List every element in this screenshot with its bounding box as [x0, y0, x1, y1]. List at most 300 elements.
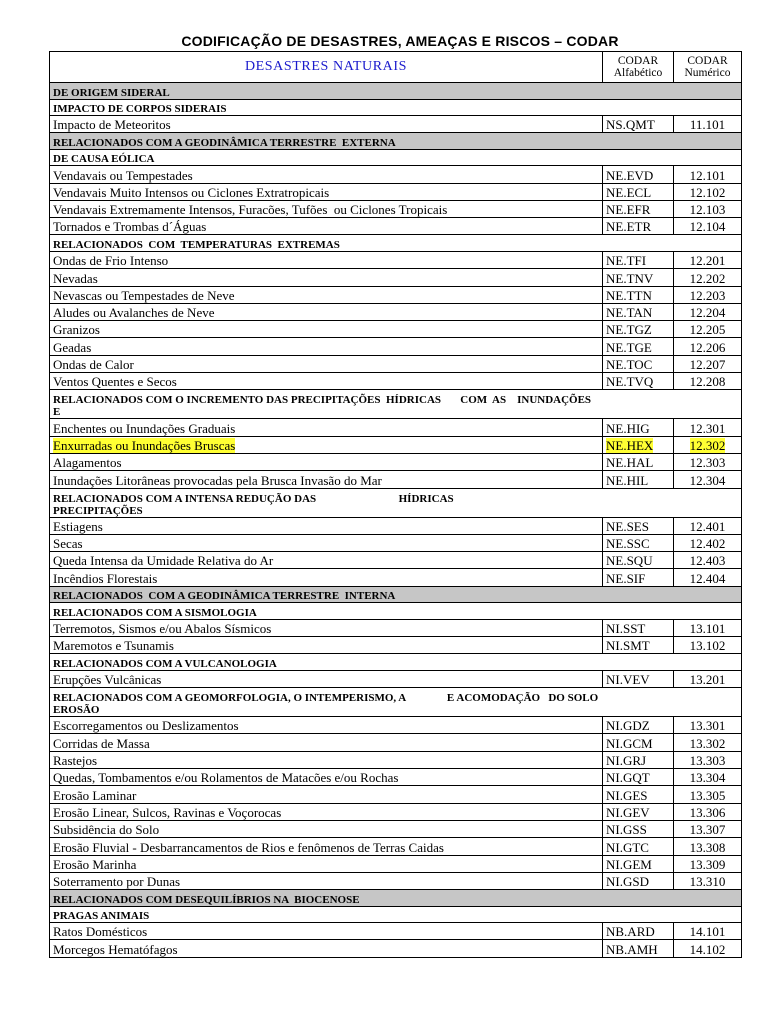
table-row	[50, 619, 742, 636]
disaster-name	[50, 786, 603, 803]
disaster-name-text: Tornados e Trombas d´Águas	[53, 219, 207, 235]
disaster-name	[50, 534, 603, 551]
codar-num-code	[674, 251, 742, 268]
disaster-name	[50, 303, 603, 320]
codar-num-code-text: 12.302	[689, 437, 726, 453]
codar-alpha-code-text: NI.GSS	[606, 822, 647, 838]
codar-alpha-code	[603, 303, 674, 320]
table-row	[50, 786, 742, 803]
disaster-name	[50, 838, 603, 855]
codar-num-code-text: 12.401	[689, 518, 726, 534]
table-row	[50, 269, 742, 286]
codar-alpha-code-text: NE.TTN	[606, 287, 652, 303]
category-line: RELACIONADOS COM A VULCANOLOGIA	[53, 657, 277, 670]
codar-num-code-text: 13.101	[689, 621, 726, 637]
disaster-name-text: Ondas de Frio Intenso	[53, 253, 169, 269]
disaster-name-text: Maremotos e Tsunamis	[53, 638, 174, 654]
codar-num-code	[674, 166, 742, 183]
codar-alpha-code-text: NB.ARD	[606, 924, 655, 940]
table-row	[50, 534, 742, 551]
disaster-name	[50, 552, 603, 569]
category-label	[50, 906, 742, 923]
table-row	[50, 637, 742, 654]
table-row	[50, 734, 742, 751]
disaster-name	[50, 436, 603, 453]
codar-num-code-text: 12.205	[689, 322, 726, 338]
codar-alpha-code	[603, 769, 674, 786]
codar-num-code	[674, 355, 742, 372]
codar-alpha-code-text: NS.QMT	[606, 117, 655, 133]
codar-num-code-text: 13.310	[689, 874, 726, 890]
codar-alpha-header	[603, 52, 674, 83]
category-label	[50, 149, 742, 166]
disaster-name	[50, 717, 603, 734]
codar-num-code	[674, 619, 742, 636]
table-row	[50, 303, 742, 320]
category-row	[50, 133, 742, 150]
codar-num-code-text: 12.208	[689, 374, 726, 390]
codar-num-code-text: 13.306	[689, 804, 726, 820]
table-row	[50, 751, 742, 768]
disaster-name	[50, 734, 603, 751]
disaster-name-text: Subsidência do Solo	[53, 822, 160, 838]
codar-alpha-code	[603, 183, 674, 200]
codar-alpha-code	[603, 251, 674, 268]
table-row	[50, 200, 742, 217]
codar-alpha-code	[603, 436, 674, 453]
codar-num-code-text: 14.102	[689, 941, 726, 957]
table-row	[50, 517, 742, 534]
codar-alpha-code-text: NE.TFI	[606, 253, 647, 269]
disaster-name-text: Nevascas ou Tempestades de Neve	[53, 287, 235, 303]
table-row	[50, 218, 742, 235]
disaster-name-text: Soterramento por Dunas	[53, 874, 181, 890]
codar-alpha-code	[603, 269, 674, 286]
codar-alpha-code-text: NI.GES	[606, 787, 648, 803]
codar-alpha-code	[603, 734, 674, 751]
disaster-name-text: Incêndios Florestais	[53, 570, 158, 586]
category-row	[50, 688, 742, 717]
disaster-name	[50, 751, 603, 768]
codar-num-code	[674, 183, 742, 200]
codar-alpha-code	[603, 872, 674, 889]
category-line: RELACIONADOS COM DESEQUILÍBRIOS NA BIOCENOSE	[53, 893, 360, 906]
table-row	[50, 855, 742, 872]
codar-num-code-text: 13.303	[689, 753, 726, 769]
table-row	[50, 872, 742, 889]
codar-num-code	[674, 286, 742, 303]
codar-num-code	[674, 338, 742, 355]
codar-alpha-code-text: NE.SSC	[606, 536, 650, 552]
disaster-name-text: Morcegos Hematófagos	[53, 941, 178, 957]
codar-alpha-code	[603, 517, 674, 534]
table-row	[50, 940, 742, 957]
disaster-name-text: Estiagens	[53, 518, 103, 534]
disaster-name-text: Ventos Quentes e Secos	[53, 374, 177, 390]
codar-num-code	[674, 734, 742, 751]
codar-num-code	[674, 569, 742, 586]
category-label	[50, 235, 742, 252]
codar-num-code	[674, 552, 742, 569]
codar-num-code-text: 12.203	[689, 287, 726, 303]
codar-alpha-code-text: NE.HIL	[606, 472, 649, 488]
disaster-name-text: Vendavais ou Tempestades	[53, 167, 193, 183]
codar-alpha-code	[603, 619, 674, 636]
disaster-name	[50, 286, 603, 303]
category-line: RELACIONADOS COM A INTENSA REDUÇÃO DAS HÍDRICAS	[53, 492, 454, 505]
disaster-name	[50, 183, 603, 200]
disaster-name	[50, 940, 603, 957]
codar-alpha-code-text: NE.SIF	[606, 570, 646, 586]
codar-num-code-text: 12.102	[689, 184, 726, 200]
table-row	[50, 183, 742, 200]
codar-num-code-text: 13.305	[689, 787, 726, 803]
codar-alpha-code	[603, 453, 674, 470]
codar-num-code-text: 12.403	[689, 553, 726, 569]
codar-num-code-text: 12.207	[689, 357, 726, 373]
codar-num-code	[674, 517, 742, 534]
header-line: Alfabético	[613, 67, 663, 79]
category-label	[50, 83, 742, 100]
category-label	[50, 133, 742, 150]
codar-num-code	[674, 855, 742, 872]
codar-alpha-code	[603, 803, 674, 820]
codar-alpha-code	[603, 286, 674, 303]
codar-num-code	[674, 436, 742, 453]
codar-num-code	[674, 116, 742, 133]
codar-alpha-code	[603, 786, 674, 803]
codar-alpha-code	[603, 338, 674, 355]
disaster-name	[50, 419, 603, 436]
table-row	[50, 820, 742, 837]
disaster-name-text: Inundações Litorâneas provocadas pela Brusca Invasão do Mar	[53, 472, 382, 488]
codar-num-code-text: 13.201	[689, 672, 726, 688]
category-row	[50, 586, 742, 603]
codar-alpha-code-text: NE.HEX	[606, 437, 654, 453]
codar-num-code	[674, 637, 742, 654]
disaster-name-text: Ondas de Calor	[53, 357, 134, 373]
disaster-name-text: Alagamentos	[53, 455, 122, 471]
codar-alpha-code-text: NE.TGZ	[606, 322, 652, 338]
codar-num-code	[674, 453, 742, 470]
codar-alpha-code-text: NE.SES	[606, 518, 649, 534]
codar-num-code	[674, 803, 742, 820]
category-line: RELACIONADOS COM TEMPERATURAS EXTREMAS	[53, 238, 340, 251]
category-label	[50, 586, 742, 603]
category-line: RELACIONADOS COM A SISMOLOGIA	[53, 606, 257, 619]
codar-alpha-code	[603, 670, 674, 687]
category-row	[50, 83, 742, 100]
codar-alpha-code-text: NE.HAL	[606, 455, 654, 471]
disaster-name	[50, 471, 603, 488]
header-line: CODAR	[687, 55, 728, 67]
codar-alpha-code-text: NE.TVQ	[606, 374, 654, 390]
disaster-name	[50, 200, 603, 217]
category-label	[50, 390, 742, 419]
codar-num-code	[674, 321, 742, 338]
disaster-name-text: Ratos Domésticos	[53, 924, 148, 940]
disaster-name	[50, 338, 603, 355]
codar-alpha-code-text: NI.GDZ	[606, 718, 650, 734]
codar-alpha-code-text: NI.GSD	[606, 874, 649, 890]
disaster-name-text: Rastejos	[53, 753, 98, 769]
disaster-name-text: Terremotos, Sismos e/ou Abalos Sísmicos	[53, 621, 272, 637]
codar-num-code	[674, 200, 742, 217]
table-row	[50, 251, 742, 268]
category-line: RELACIONADOS COM A GEODINÂMICA TERRESTRE INTERNA	[53, 590, 396, 603]
codar-alpha-code	[603, 717, 674, 734]
category-label	[50, 654, 742, 671]
codar-num-code-text: 13.304	[689, 770, 726, 786]
codar-num-code	[674, 751, 742, 768]
category-line: PRECIPITAÇÕES	[53, 504, 143, 517]
disaster-name	[50, 569, 603, 586]
codar-alpha-code	[603, 200, 674, 217]
disaster-name	[50, 517, 603, 534]
codar-alpha-code	[603, 373, 674, 390]
section-heading: DESASTRES NATURAIS	[50, 52, 603, 83]
codar-alpha-code-text: NE.EVD	[606, 167, 654, 183]
disaster-name	[50, 803, 603, 820]
codar-num-code-text: 12.404	[689, 570, 726, 586]
codar-alpha-code-text: NI.GTC	[606, 839, 649, 855]
codar-alpha-code	[603, 321, 674, 338]
codar-alpha-code-text: NE.ETR	[606, 219, 652, 235]
codar-alpha-code-text: NI.GCM	[606, 735, 653, 751]
codar-num-code-text: 12.304	[689, 472, 726, 488]
disaster-name-text: Enchentes ou Inundações Graduais	[53, 420, 236, 436]
codar-alpha-code	[603, 855, 674, 872]
disaster-name	[50, 619, 603, 636]
disaster-name-text: Queda Intensa da Umidade Relativa do Ar	[53, 553, 274, 569]
table-row	[50, 769, 742, 786]
codar-alpha-code	[603, 218, 674, 235]
category-row	[50, 488, 742, 517]
table-row	[50, 321, 742, 338]
codar-num-code-text: 12.402	[689, 536, 726, 552]
codar-num-code	[674, 940, 742, 957]
codar-num-code	[674, 872, 742, 889]
codar-alpha-code-text: NB.AMH	[606, 941, 658, 957]
disaster-name-text: Aludes ou Avalanches de Neve	[53, 305, 215, 321]
disaster-name-text: Erosão Laminar	[53, 787, 137, 803]
codar-num-code-text: 12.303	[689, 455, 726, 471]
table-row	[50, 670, 742, 687]
codar-num-code-text: 13.309	[689, 856, 726, 872]
header-line: CODAR	[617, 55, 659, 67]
disaster-name	[50, 166, 603, 183]
disaster-name	[50, 453, 603, 470]
category-row	[50, 906, 742, 923]
codar-table	[49, 51, 742, 958]
codar-num-code	[674, 923, 742, 940]
codar-num-code-text: 13.307	[689, 822, 726, 838]
codar-alpha-code-text: NE.EFR	[606, 202, 651, 218]
disaster-name	[50, 218, 603, 235]
category-line: RELACIONADOS COM A GEOMORFOLOGIA, O INTEMPERISMO, A E ACOMODAÇÃO DO SOLO	[53, 692, 599, 705]
category-line: E	[53, 406, 61, 419]
disaster-name-text: Vendavais Muito Intensos ou Ciclones Extratropicais	[53, 184, 330, 200]
codar-num-code-text: 13.301	[689, 718, 726, 734]
codar-num-code	[674, 670, 742, 687]
disaster-name	[50, 855, 603, 872]
codar-alpha-code-text: NE.SQU	[606, 553, 653, 569]
category-label	[50, 688, 742, 717]
codar-alpha-code	[603, 838, 674, 855]
category-row	[50, 603, 742, 620]
codar-alpha-code	[603, 534, 674, 551]
table-row	[50, 923, 742, 940]
table-header-row	[50, 52, 742, 83]
disaster-name	[50, 116, 603, 133]
category-line: EROSÃO	[53, 704, 100, 717]
table-row	[50, 436, 742, 453]
category-row	[50, 890, 742, 907]
codar-alpha-code	[603, 569, 674, 586]
codar-num-code-text: 12.206	[689, 339, 726, 355]
codar-num-code-text: 12.301	[689, 420, 726, 436]
codar-alpha-code-text: NI.SMT	[606, 638, 650, 654]
category-label	[50, 603, 742, 620]
disaster-name-text: Secas	[53, 536, 83, 552]
table-row	[50, 803, 742, 820]
category-row	[50, 654, 742, 671]
codar-num-code-text: 13.302	[689, 735, 726, 751]
codar-alpha-code	[603, 923, 674, 940]
disaster-name-text: Quedas, Tombamentos e/ou Rolamentos de Matacões e/ou Rochas	[53, 770, 399, 786]
disaster-name-text: Granizos	[53, 322, 100, 338]
table-row	[50, 116, 742, 133]
codar-num-code	[674, 820, 742, 837]
category-label	[50, 488, 742, 517]
category-line: DE ORIGEM SIDERAL	[53, 86, 170, 99]
table-row	[50, 338, 742, 355]
table-row	[50, 717, 742, 734]
disaster-name	[50, 269, 603, 286]
codar-num-code-text: 13.308	[689, 839, 726, 855]
codar-alpha-code-text: NE.TAN	[606, 305, 653, 321]
codar-num-code-text: 12.202	[689, 270, 726, 286]
table-body	[50, 83, 742, 958]
disaster-name-text: Corridas de Massa	[53, 735, 150, 751]
codar-num-code-text: 12.204	[689, 305, 726, 321]
codar-num-code	[674, 373, 742, 390]
table-row	[50, 419, 742, 436]
disaster-name	[50, 769, 603, 786]
codar-num-code	[674, 717, 742, 734]
category-label	[50, 99, 742, 116]
disaster-name-text: Erosão Linear, Sulcos, Ravinas e Voçorocas	[53, 804, 282, 820]
category-line: PRAGAS ANIMAIS	[53, 910, 150, 923]
codar-alpha-code-text: NE.ECL	[606, 184, 652, 200]
codar-num-header	[674, 52, 742, 83]
disaster-name	[50, 251, 603, 268]
codar-num-code	[674, 303, 742, 320]
codar-alpha-code	[603, 166, 674, 183]
disaster-name-text: Enxurradas ou Inundações Bruscas	[53, 437, 236, 453]
table-row	[50, 838, 742, 855]
codar-num-code-text: 13.102	[689, 638, 726, 654]
disaster-name	[50, 355, 603, 372]
disaster-name	[50, 820, 603, 837]
category-line: IMPACTO DE CORPOS SIDERAIS	[53, 103, 227, 115]
disaster-name-text: Erosão Fluvial - Desbarrancamentos de Rios e fenômenos de Terras Caidas	[53, 839, 444, 855]
codar-num-code	[674, 269, 742, 286]
codar-alpha-code-text: NE.TGE	[606, 339, 652, 355]
table-row	[50, 552, 742, 569]
codar-alpha-code-text: NE.HIG	[606, 420, 650, 436]
codar-alpha-code	[603, 637, 674, 654]
codar-alpha-code	[603, 820, 674, 837]
table-row	[50, 569, 742, 586]
disaster-name-text: Geadas	[53, 339, 92, 355]
codar-alpha-code	[603, 419, 674, 436]
codar-num-code	[674, 786, 742, 803]
disaster-name-text: Nevadas	[53, 270, 98, 286]
table-row	[50, 453, 742, 470]
codar-alpha-code	[603, 355, 674, 372]
codar-alpha-code-text: NI.GRJ	[606, 753, 647, 769]
codar-num-code-text: 12.104	[689, 219, 726, 235]
codar-num-code	[674, 534, 742, 551]
codar-num-code	[674, 471, 742, 488]
table-row	[50, 471, 742, 488]
codar-alpha-code-text: NI.GEV	[606, 804, 650, 820]
disaster-name	[50, 923, 603, 940]
table-row	[50, 286, 742, 303]
header-line: Numérico	[684, 67, 731, 79]
table-row	[50, 355, 742, 372]
disaster-name	[50, 872, 603, 889]
codar-alpha-code	[603, 751, 674, 768]
disaster-name-text: Erupções Vulcânicas	[53, 672, 162, 688]
codar-num-code	[674, 419, 742, 436]
disaster-name-text: Erosão Marinha	[53, 856, 137, 872]
category-row	[50, 99, 742, 116]
disaster-name	[50, 373, 603, 390]
codar-alpha-code	[603, 116, 674, 133]
category-line: RELACIONADOS COM A GEODINÂMICA TERRESTRE EXTERNA	[53, 136, 396, 149]
codar-num-code	[674, 838, 742, 855]
table-row	[50, 373, 742, 390]
codar-num-code-text: 12.201	[689, 253, 726, 269]
codar-alpha-code-text: NI.SST	[606, 621, 646, 637]
codar-alpha-code-text: NE.TNV	[606, 270, 654, 286]
codar-num-code-text: 12.103	[689, 202, 726, 218]
codar-alpha-code-text: NI.VEV	[606, 672, 650, 688]
codar-num-code-text: 14.101	[689, 924, 726, 940]
disaster-name-text: Impacto de Meteoritos	[53, 117, 171, 133]
document-title: CODIFICAÇÃO DE DESASTRES, AMEAÇAS E RISCOS – CODAR	[181, 33, 619, 49]
disaster-name	[50, 637, 603, 654]
codar-alpha-code-text: NI.GEM	[606, 856, 652, 872]
category-line: RELACIONADOS COM O INCREMENTO DAS PRECIPITAÇÕES HÍDRICAS COM AS INUNDAÇÕES	[53, 394, 592, 407]
codar-alpha-code-text: NI.GQT	[606, 770, 650, 786]
codar-num-code-text: 12.101	[689, 167, 726, 183]
codar-alpha-code	[603, 471, 674, 488]
disaster-name-text: Escorregamentos ou Deslizamentos	[53, 718, 239, 734]
codar-alpha-code	[603, 940, 674, 957]
disaster-name	[50, 670, 603, 687]
category-row	[50, 390, 742, 419]
disaster-name	[50, 321, 603, 338]
category-line: DE CAUSA EÓLICA	[53, 153, 155, 166]
codar-num-code-text: 11.101	[689, 117, 726, 133]
codar-num-code	[674, 769, 742, 786]
codar-num-code	[674, 218, 742, 235]
category-row	[50, 235, 742, 252]
category-row	[50, 149, 742, 166]
